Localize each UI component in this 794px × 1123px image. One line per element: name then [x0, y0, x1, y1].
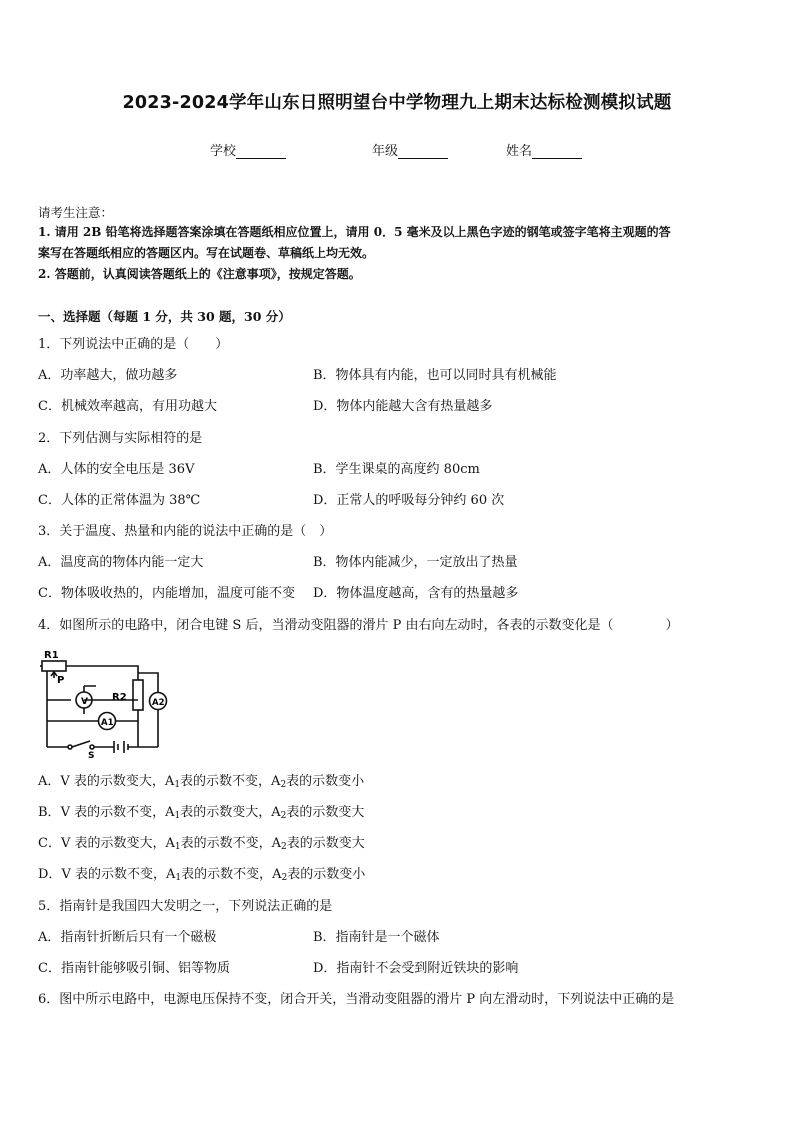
notice-heading: 请考生注意： [38, 205, 114, 220]
q4-option-d: D．V 表的示数不变，$A_1$表的示数不变，$A_2$表的示数变小 [38, 867, 366, 883]
q2-option-b: B．学生课桌的高度约 80cm [313, 462, 480, 477]
q4-option-a: A．V 表的示数变大，$A_1$表的示数不变，$A_2$表的示数变小 [38, 774, 365, 790]
q3-option-b: B．物体内能减少，一定放出了热量 [313, 555, 518, 570]
q4-option-c: C．V 表的示数变大，$A_1$表的示数不变，$A_2$表的示数变大 [38, 836, 365, 852]
question-1-stem: 1．下列说法中正确的是（ ） [38, 337, 229, 352]
r2-resistor [133, 680, 143, 710]
q5-option-c: C．指南针能够吸引铜、铝等物质 [38, 961, 230, 976]
notice-item-1a: 1. 请用 2B 铅笔将选择题答案涂填在答题纸相应位置上，请用 0．5 毫米及以上黑色字迹的钢笔或签字笔将主观题的答 [38, 225, 671, 239]
name-field[interactable] [506, 140, 582, 159]
label-v: V [81, 697, 88, 707]
label-a1: A1 [101, 718, 114, 728]
q1-option-c: C．机械效率越高，有用功越大 [38, 399, 217, 414]
q3-option-a: A．温度高的物体内能一定大 [38, 555, 204, 570]
q5-option-b: B．指南针是一个磁体 [313, 930, 440, 945]
grade-blank[interactable] [398, 146, 448, 159]
grade-label: 年级 [372, 144, 399, 159]
switch-s [72, 741, 90, 747]
q5-option-a: A．指南针折断后只有一个磁极 [38, 930, 217, 945]
q2-option-d: D．正常人的呼吸每分钟约 60 次 [313, 493, 505, 508]
circuit-diagram [38, 648, 178, 758]
label-p: P [57, 675, 65, 686]
q2-option-c: C．人体的正常体温为 38℃ [38, 493, 201, 508]
q3-option-c: C．物体吸收热的，内能增加，温度可能不变 [38, 586, 295, 601]
label-s: S [88, 751, 95, 758]
label-a2: A2 [152, 698, 165, 708]
notice-item-1b: 案写在答题纸相应的答题区内。写在试题卷、草稿纸上均无效。 [38, 246, 375, 260]
school-label: 学校 [210, 144, 237, 159]
q3-option-d: D．物体温度越高，含有的热量越多 [313, 586, 519, 601]
question-2-stem: 2．下列估测与实际相符的是 [38, 431, 203, 446]
q2-option-a: A．人体的安全电压是 36V [38, 462, 195, 477]
q1-option-a: A．功率越大，做功越多 [38, 368, 178, 383]
question-6-stem: 6．图中所示电路中，电源电压保持不变，闭合开关，当滑动变阻器的滑片 P 向左滑动时，下列说法中正确的是 [38, 992, 675, 1007]
name-label: 姓名 [506, 144, 533, 159]
name-blank[interactable] [532, 146, 582, 159]
q1-option-d: D．物体内能越大含有热量越多 [313, 399, 493, 414]
q5-option-d: D．指南针不会受到附近铁块的影响 [313, 961, 519, 976]
label-r2: R2 [112, 692, 127, 703]
page-title: 2023-2024学年山东日照明望台中学物理九上期末达标检测模拟试题 [122, 93, 672, 113]
q1-option-b: B．物体具有内能，也可以同时具有机械能 [313, 368, 557, 383]
label-r1: R1 [44, 650, 59, 661]
q4-option-b: B．V 表的示数不变，$A_1$表的示数变大，$A_2$表的示数变大 [38, 805, 365, 821]
question-3-stem: 3．关于温度、热量和内能的说法中正确的是（ ） [38, 524, 333, 539]
school-field[interactable] [210, 140, 286, 159]
notice-item-2: 2. 答题前，认真阅读答题纸上的《注意事项》，按规定答题。 [38, 267, 361, 281]
school-blank[interactable] [236, 146, 286, 159]
question-4-stem: 4．如图所示的电路中，闭合电键 S 后，当滑动变阻器的滑片 P 由右向左动时，各表的示数变化是（ ） [38, 618, 679, 633]
grade-field[interactable] [372, 140, 448, 159]
section-heading: 一、选择题（每题 1 分，共 30 题，30 分） [38, 309, 291, 324]
question-5-stem: 5．指南针是我国四大发明之一，下列说法正确的是 [38, 899, 333, 914]
r1-resistor [42, 661, 66, 671]
battery-icon [114, 741, 128, 753]
